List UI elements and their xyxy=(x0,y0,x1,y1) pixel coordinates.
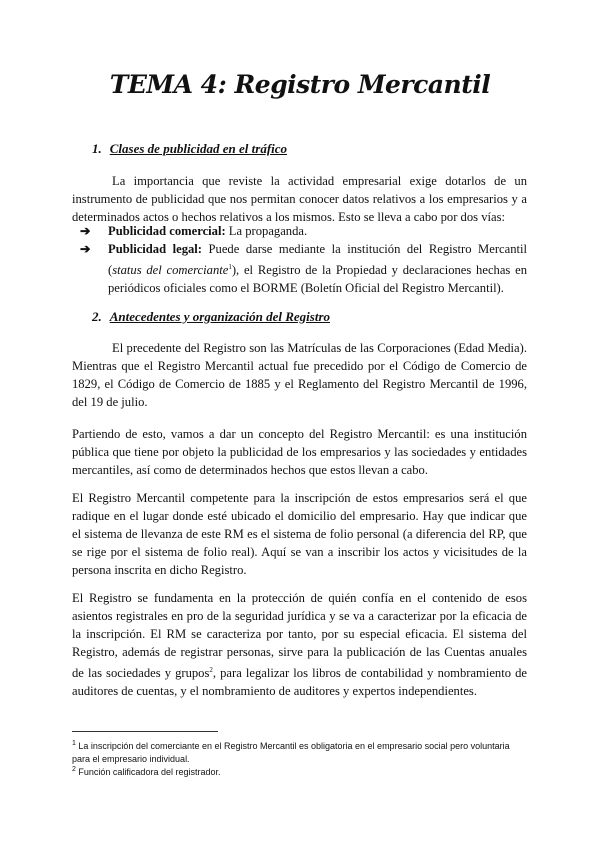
footnote-1 xyxy=(72,737,527,766)
bullet-text: ), el Registro de la Propiedad y declaraciones hechas en periódicos oficiales como el BORME (Boletín Oficial del Registro Mercantil). xyxy=(108,263,527,296)
section-number: 2. xyxy=(92,309,102,324)
italic-term: status del comerciante xyxy=(112,263,229,278)
paragraph-concepto: Partiendo de esto, vamos a dar un concepto del Registro Mercantil: es una institución pública que tiene por objeto la publicidad de los empresarios y las sociedades y entidades mercantiles, así como de determinados hechos que estos llevan a cabo. xyxy=(72,427,527,477)
arrow-bullet-icon: ➔ xyxy=(80,224,91,238)
footnote-ref: 2 xyxy=(209,666,213,674)
footnote-ref: 1 xyxy=(228,263,232,271)
section-title: Clases de publicidad en el tráfico xyxy=(109,141,288,156)
footnote-text: Función calificadora del registrador. xyxy=(75,767,221,777)
bullet-publicidad-comercial xyxy=(78,222,527,240)
document-title: TEMA 4: Registro Mercantil xyxy=(109,70,491,99)
section-heading-1 xyxy=(92,141,287,157)
bullet-label: Publicidad legal: xyxy=(108,242,202,256)
paragraph-precedente: El precedente del Registro son las Matrículas de las Corporaciones (Edad Media). Mientras que el Registro Mercantil actual fue precedido por el Código de Comercio de 1829, el Código de Comercio de 1885 y el Reglamento del Registro Mercantil de 1996, del 19 de julio. xyxy=(72,341,527,409)
bullet-label: Publicidad comercial: xyxy=(108,224,226,238)
section-title: Antecedentes y organización del Registro xyxy=(109,309,331,324)
section-number: 1. xyxy=(92,141,102,156)
bullet-publicidad-legal xyxy=(78,240,527,297)
paragraph-text: El Registro se fundamenta en la protección de quién confía en el contenido de esos asientos registrales en pro de la seguridad jurídica y se va a caracterizar por la eficacia de la inscripción. El RM se caracteriza por tanto, por su especial eficacia. El sistema del Registro, además de registrar personas, sirve para la publicación de las Cuentas anuales de las sociedades y grupos xyxy=(72,591,527,681)
footnote-2 xyxy=(72,763,527,779)
paragraph-text: , para legalizar los libros de contabilidad y nombramiento de auditores de cuentas, y el nombramiento de auditores y expertos independientes. xyxy=(72,666,527,699)
section-heading-2 xyxy=(92,309,330,325)
paragraph-competencia: El Registro Mercantil competente para la inscripción de estos empresarios será el que radique en el lugar donde esté ubicado el domicilio del empresario. Hay que indicar que el sistema de llevanza de este RM es el sistema de folio personal (a diferencia del RP, que se rige por el sistema de folio real). Aquí se van a inscribir los actos y vicisitudes de la persona inscrita en dicho Registro. xyxy=(72,491,527,577)
arrow-bullet-icon: ➔ xyxy=(80,242,91,256)
paragraph-fundamento xyxy=(72,589,527,700)
footnote-divider xyxy=(72,731,218,732)
footnote-text: La inscripción del comerciante en el Registro Mercantil es obligatoria en el empresario social pero voluntaria para el empresario individual. xyxy=(72,741,510,764)
footnote-mark: 2 xyxy=(72,766,76,773)
bullet-text: La propaganda. xyxy=(225,224,308,238)
bullet-text: Puede darse mediante la institución del Registro Mercantil ( xyxy=(108,242,527,278)
footnote-mark: 1 xyxy=(72,740,76,747)
paragraph-intro: La importancia que reviste la actividad empresarial exige dotarlos de un instrumento de publicidad que nos permitan conocer datos relativos a los empresarios y a determinados actos o hechos relativos a los mismos. Esto se lleva a cabo por dos vías: xyxy=(72,174,527,224)
